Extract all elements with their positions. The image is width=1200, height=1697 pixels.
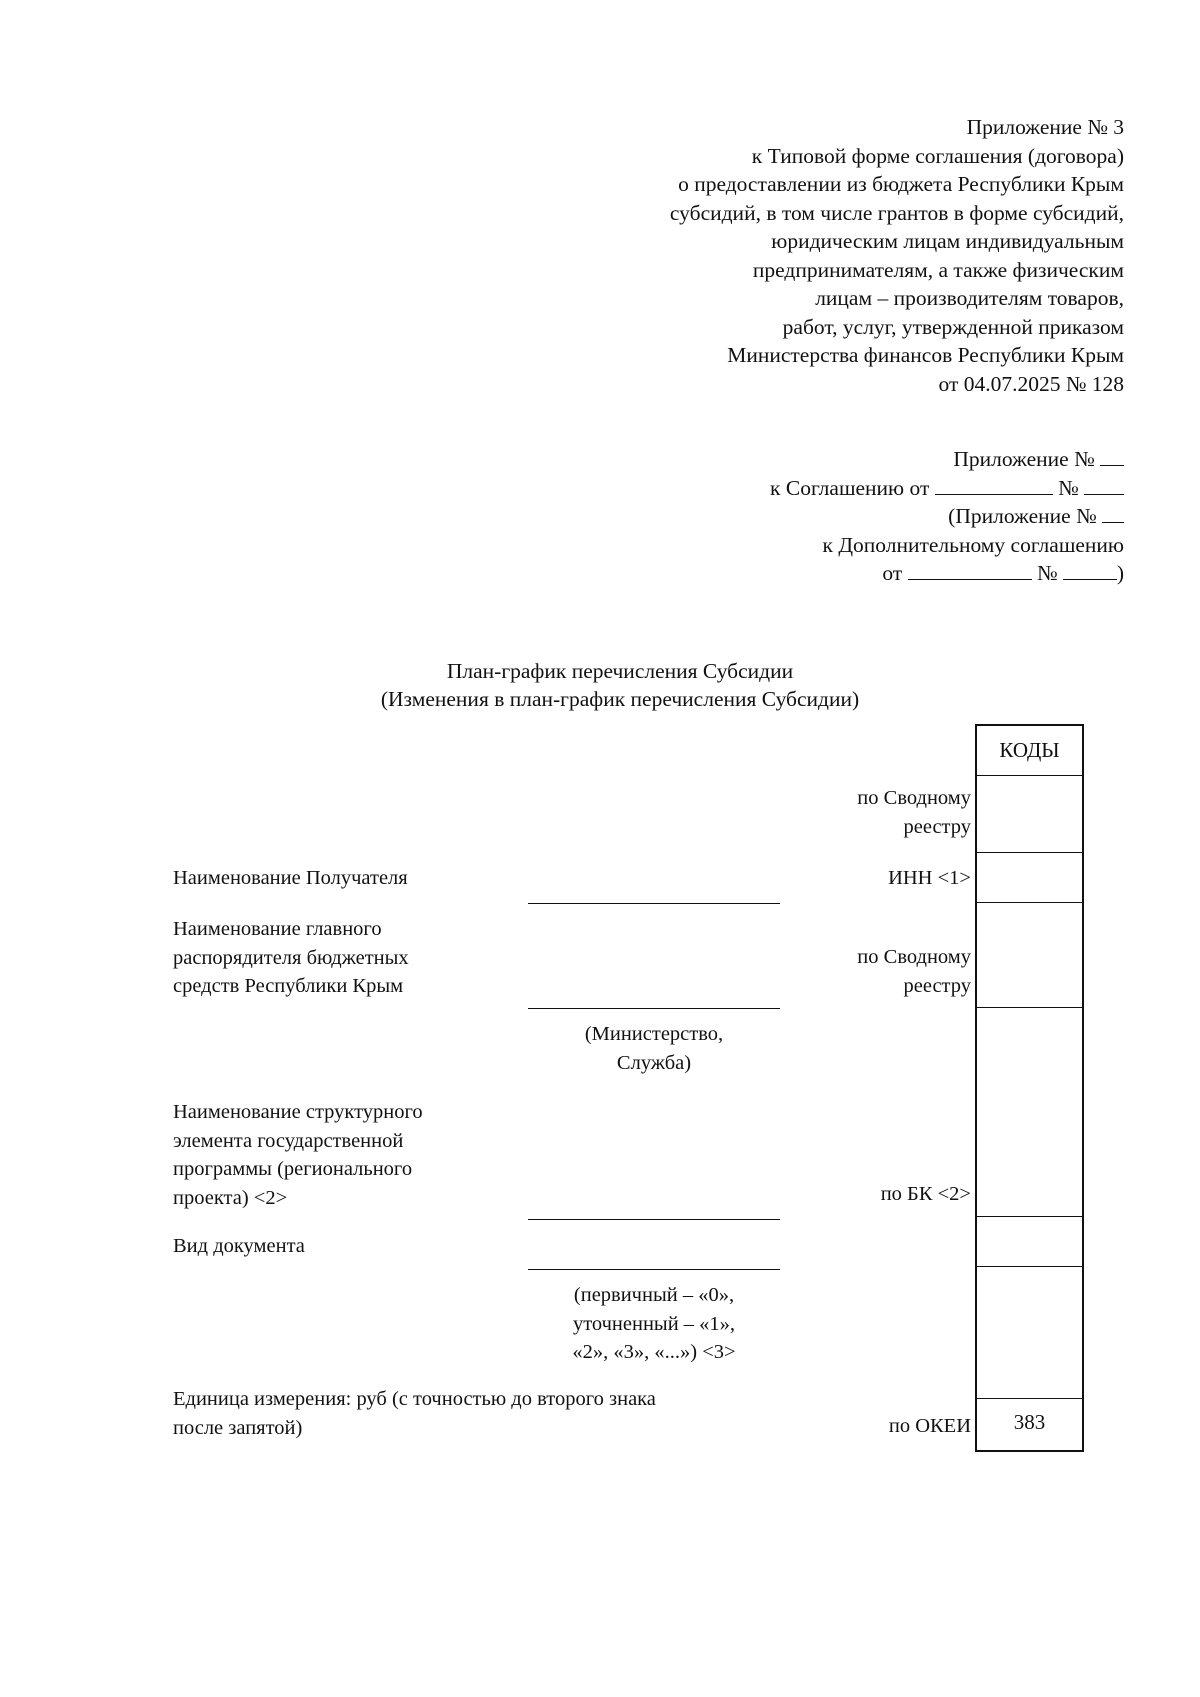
bk-label: по БК <2> — [880, 1183, 971, 1205]
structural-element-field[interactable] — [528, 1219, 780, 1220]
doc-type-code-cell[interactable] — [977, 1217, 1082, 1267]
okei-code-cell[interactable] — [977, 1399, 1082, 1450]
agreement-line-5 — [770, 559, 1124, 588]
closing-paren: ) — [1116, 561, 1124, 585]
okei-label: по ОКЕИ — [888, 1415, 971, 1437]
okei-code-value: 383 — [1013, 1410, 1046, 1434]
gpbs-label-line: распорядителя бюджетных — [173, 946, 409, 969]
structural-label-line: проекта) <2> — [173, 1186, 288, 1209]
supplementary-from-label: от — [882, 561, 903, 585]
document-title — [0, 657, 1200, 713]
doc-type-label: Вид документа — [173, 1235, 305, 1257]
doc-type-field[interactable] — [528, 1269, 780, 1270]
appendix-number-blank[interactable] — [1100, 447, 1124, 466]
gpbs-label-line: средств Республики Крым — [173, 975, 404, 997]
gpbs-hint-line: (Министерство, — [584, 1023, 724, 1045]
svod-reestr-line: по Сводному — [857, 946, 971, 968]
agreement-line-2 — [770, 474, 1124, 503]
svod-reestr-code-cell-2[interactable] — [977, 903, 1082, 1008]
codes-header-cell — [977, 726, 1082, 776]
svod-reestr-line: по Сводному — [857, 787, 971, 809]
appendix-line: к Типовой форме соглашения (договора) — [751, 143, 1124, 168]
svod-reestr-line: реестру — [903, 815, 971, 838]
structural-label-line: Наименование структурного — [173, 1101, 423, 1123]
appendix-line: субсидий, в том числе грантов в форме субсидий, — [669, 200, 1124, 225]
agreement-line-1 — [770, 445, 1124, 474]
structural-label-line: программы (регионального — [173, 1158, 413, 1180]
svod-reestr-label-2 — [857, 943, 971, 1000]
recipient-label: Наименование Получателя — [173, 867, 408, 889]
gpbs-name-field[interactable] — [528, 1008, 780, 1009]
gpbs-hint — [528, 1020, 780, 1077]
appendix-line: Приложение № 3 — [966, 115, 1124, 139]
unit-label — [173, 1385, 656, 1442]
agreement-number-sign: № — [1058, 475, 1079, 500]
agreement-line-3 — [770, 502, 1124, 531]
agreement-line-4: к Дополнительному соглашению — [822, 532, 1124, 557]
svod-reestr-line: реестру — [903, 974, 971, 997]
empty-code-cell[interactable] — [977, 1267, 1082, 1399]
unit-label-line: Единица измерения: руб (с точностью до второго знака — [173, 1388, 656, 1410]
appendix-line: о предоставлении из бюджета Республики Крым — [678, 172, 1124, 196]
agreement-from-label: к Соглашению от — [770, 475, 930, 500]
agreement-reference — [770, 445, 1124, 588]
agreement-appendix-label: Приложение № — [953, 447, 1095, 471]
supplementary-appendix-label: (Приложение № — [948, 504, 1097, 528]
doc-type-hint-line: уточненный – «1», — [572, 1312, 736, 1335]
supplementary-appendix-number-blank[interactable] — [1102, 504, 1124, 523]
bk-code-cell[interactable] — [977, 1008, 1082, 1217]
title-line-2: (Изменения в план-график перечисления Субсидии) — [380, 687, 860, 711]
recipient-name-field[interactable] — [528, 903, 780, 904]
doc-type-hint-line: (первичный – «0», — [573, 1284, 735, 1306]
codes-header: КОДЫ — [999, 738, 1060, 762]
supplementary-date-blank[interactable] — [908, 561, 1032, 580]
supplementary-number-sign: № — [1036, 561, 1058, 585]
unit-label-line: после запятой) — [173, 1416, 303, 1439]
appendix-line: работ, услуг, утвержденной приказом — [782, 314, 1124, 339]
supplementary-number-blank[interactable] — [1063, 561, 1117, 580]
inn-code-cell[interactable] — [977, 853, 1082, 903]
appendix-line: лицам – производителям товаров, — [815, 286, 1124, 310]
structural-label-line: элемента государственной — [173, 1129, 404, 1152]
appendix-line: от 04.07.2025 № 128 — [938, 371, 1124, 396]
gpbs-label-line: Наименование главного — [173, 918, 382, 940]
inn-label: ИНН <1> — [888, 867, 971, 889]
appendix-line: юридическим лицам индивидуальным — [771, 229, 1124, 253]
agreement-date-blank[interactable] — [935, 476, 1053, 495]
codes-column — [975, 724, 1084, 1452]
appendix-reference — [670, 113, 1124, 398]
gpbs-label — [173, 915, 409, 1001]
appendix-line: предпринимателям, а также физическим — [752, 257, 1124, 282]
svod-reestr-label-1 — [857, 784, 971, 841]
svod-reestr-code-cell-1[interactable] — [977, 776, 1082, 853]
doc-type-hint — [528, 1281, 780, 1367]
appendix-line: Министерства финансов Республики Крым — [727, 343, 1124, 367]
title-line-1: План-график перечисления Субсидии — [446, 659, 794, 683]
gpbs-hint-line: Служба) — [616, 1051, 692, 1074]
structural-element-label — [173, 1098, 423, 1212]
doc-type-hint-line: «2», «3», «...») <3> — [572, 1341, 736, 1363]
agreement-number-blank[interactable] — [1084, 476, 1124, 495]
